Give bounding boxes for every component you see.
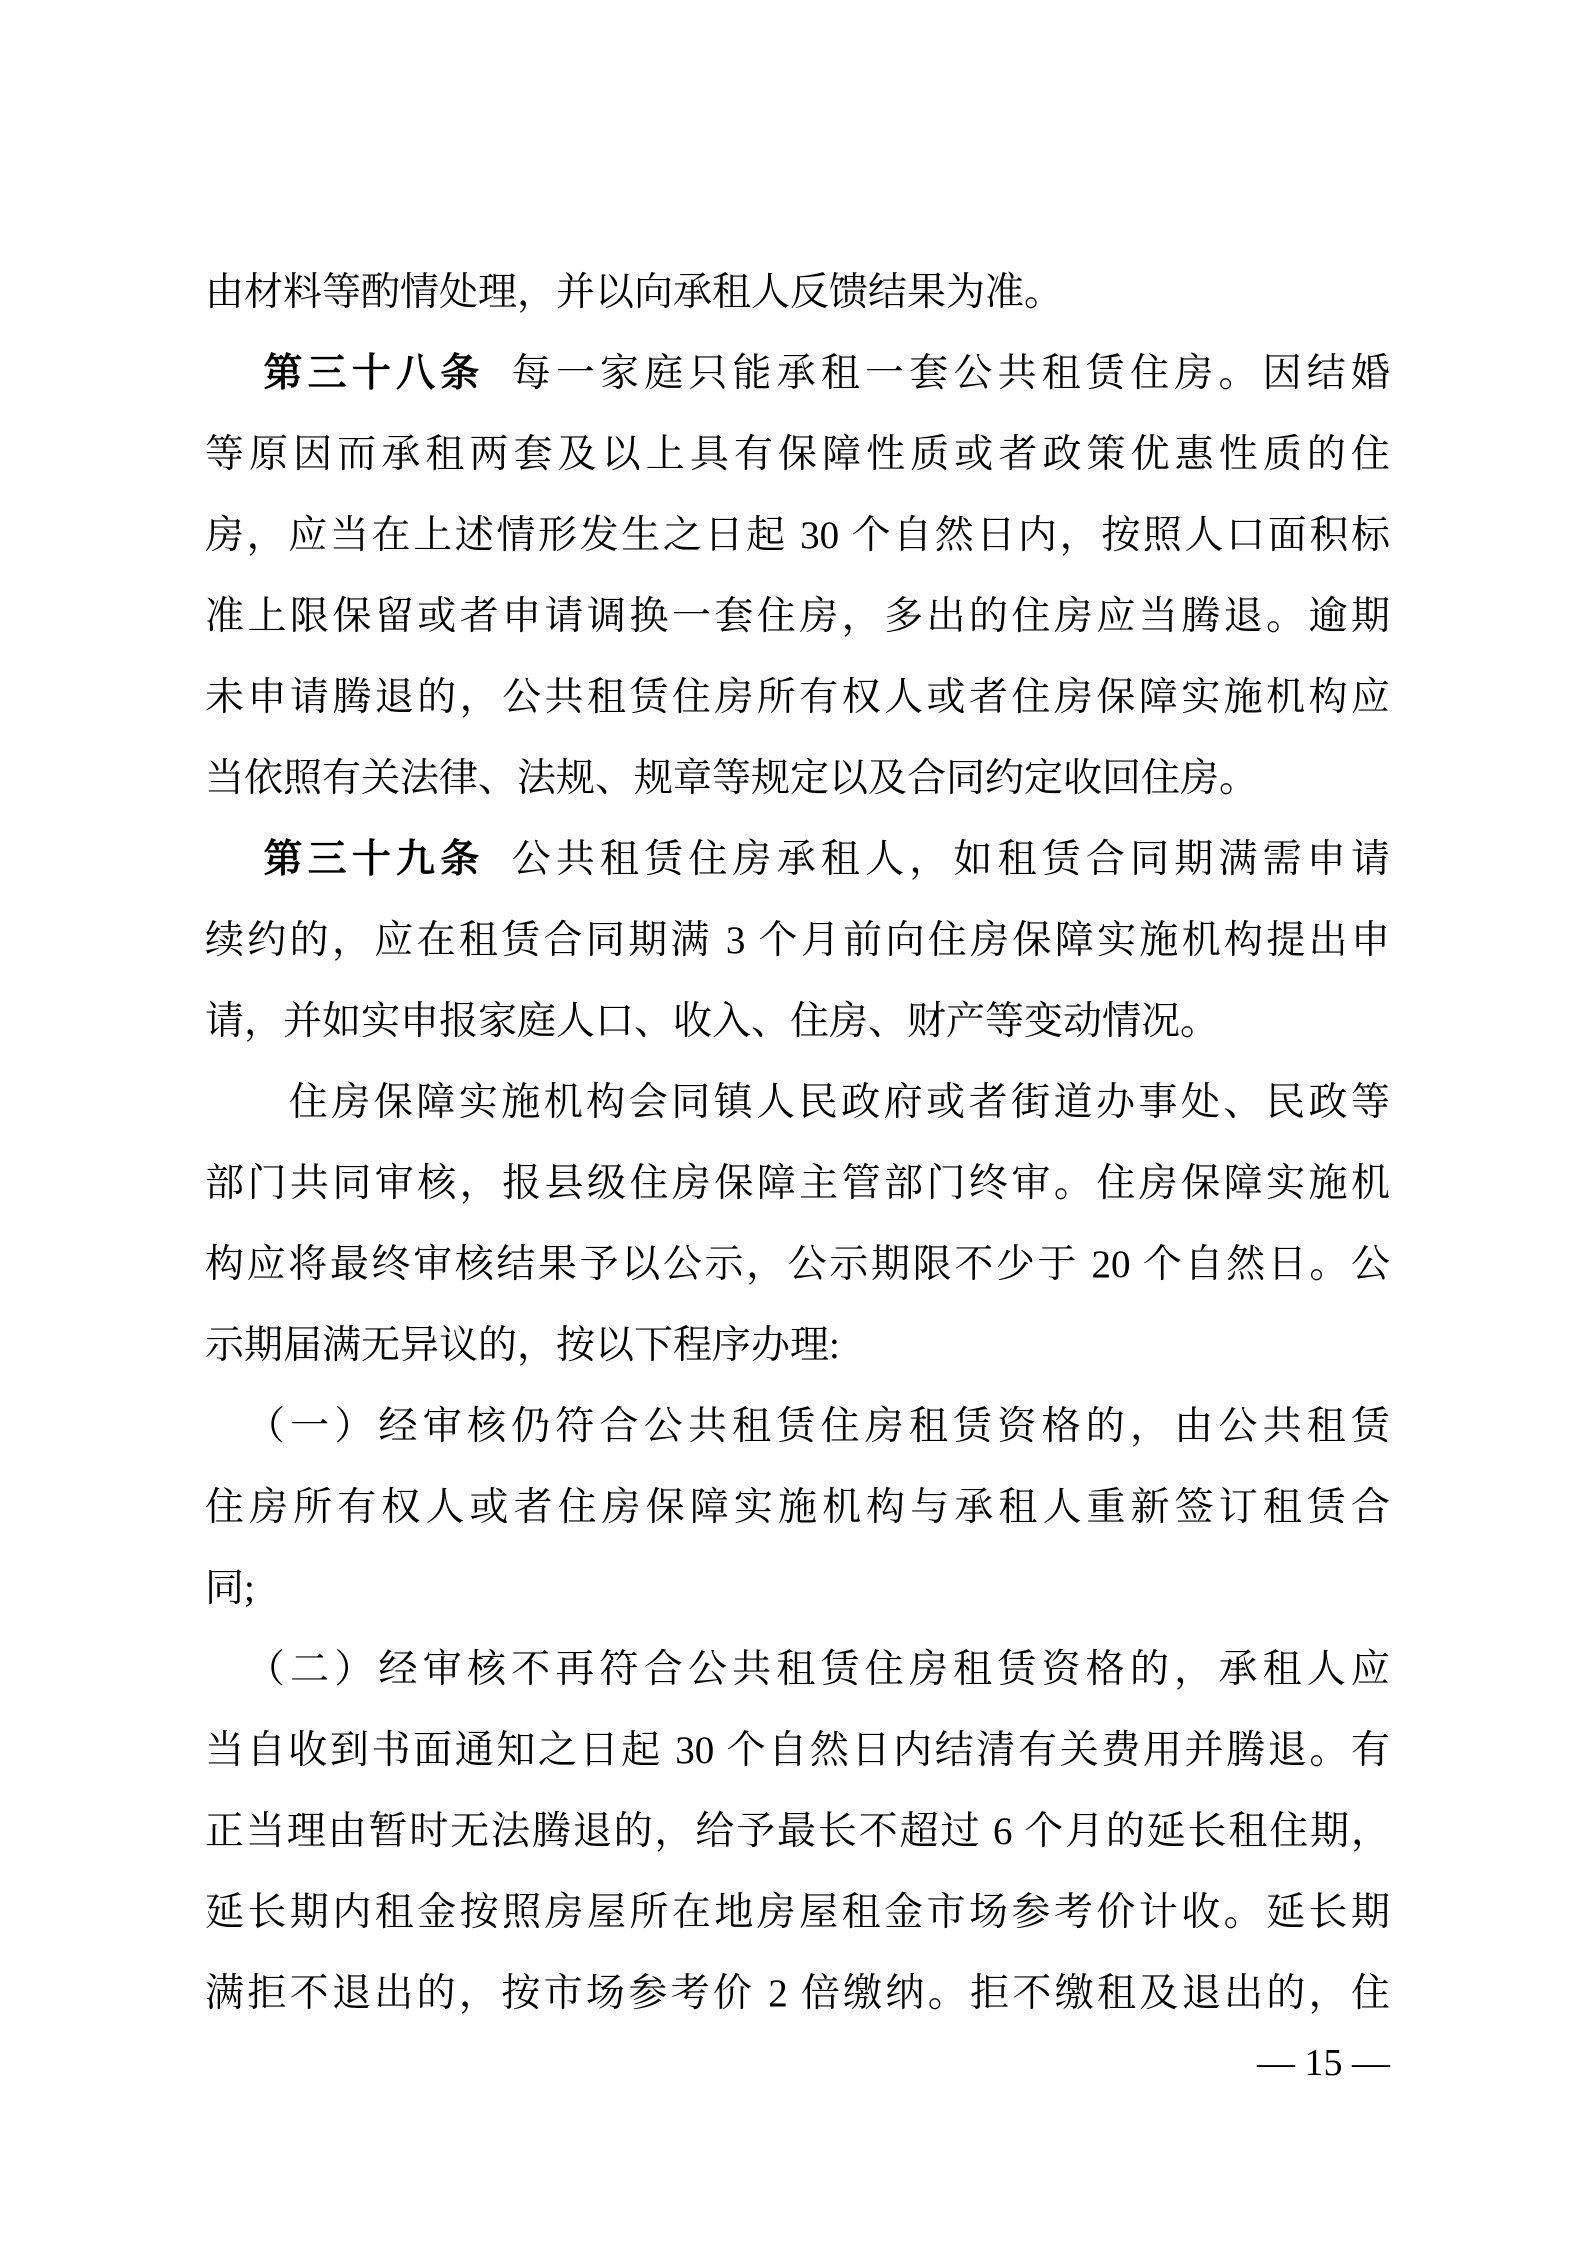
- document-body: [205, 252, 1390, 2034]
- text-line: [205, 333, 1390, 414]
- page-number: — 15 —: [1257, 2042, 1390, 2084]
- article-number-39: 第三十九条: [263, 838, 485, 881]
- text-line: 住房所有权人或者住房保障实施机构与承租人重新签订租赁合: [205, 1486, 1390, 1529]
- text-line: 延长期内租金按照房屋所在地房屋租金市场参考价计收。延长期: [205, 1891, 1390, 1934]
- text-line: 续约的，应在租赁合同期满 3 个月前向住房保障实施机构提出申: [205, 919, 1390, 962]
- text-line: 正当理由暂时无法腾退的，给予最长不超过 6 个月的延长租住期，: [205, 1810, 1390, 1853]
- line-text: 公共租赁住房承租人，如租赁合同期满需申请: [511, 838, 1390, 881]
- text-line: （二）经审核不再符合公共租赁住房租赁资格的，承租人应: [245, 1648, 1390, 1691]
- text-line: 同;: [205, 1567, 255, 1610]
- text-line: 当依照有关法律、法规、规章等规定以及合同约定收回住房。: [205, 757, 1259, 800]
- text-line: [205, 819, 1390, 900]
- text-line: 未申请腾退的，公共租赁住房所有权人或者住房保障实施机构应: [205, 676, 1390, 719]
- text-line: 示期届满无异议的，按以下程序办理:: [205, 1324, 840, 1367]
- text-line: 房，应当在上述情形发生之日起 30 个自然日内，按照人口面积标: [205, 514, 1390, 557]
- line-text: 每一家庭只能承租一套公共租赁住房。因结婚: [511, 352, 1390, 395]
- text-line: 住房保障实施机构会同镇人民政府或者街道办事处、民政等: [288, 1081, 1390, 1124]
- text-line: 准上限保留或者申请调换一套住房，多出的住房应当腾退。逾期: [205, 595, 1390, 638]
- article-number-38: 第三十八条: [263, 352, 485, 395]
- text-line: 构应将最终审核结果予以公示，公示期限不少于 20 个自然日。公: [205, 1243, 1390, 1286]
- text-line: 满拒不退出的，按市场参考价 2 倍缴纳。拒不缴租及退出的，住: [205, 1972, 1390, 2015]
- text-line: （一）经审核仍符合公共租赁住房租赁资格的，由公共租赁: [245, 1405, 1390, 1448]
- text-line: 等原因而承租两套及以上具有保障性质或者政策优惠性质的住: [205, 433, 1390, 476]
- text-line: 部门共同审核，报县级住房保障主管部门终审。住房保障实施机: [205, 1162, 1390, 1205]
- text-line: 请，并如实申报家庭人口、收入、住房、财产等变动情况。: [205, 1000, 1220, 1043]
- text-line: 当自收到书面通知之日起 30 个自然日内结清有关费用并腾退。有: [205, 1729, 1390, 1772]
- text-line: 由材料等酌情处理，并以向承租人反馈结果为准。: [205, 271, 1064, 314]
